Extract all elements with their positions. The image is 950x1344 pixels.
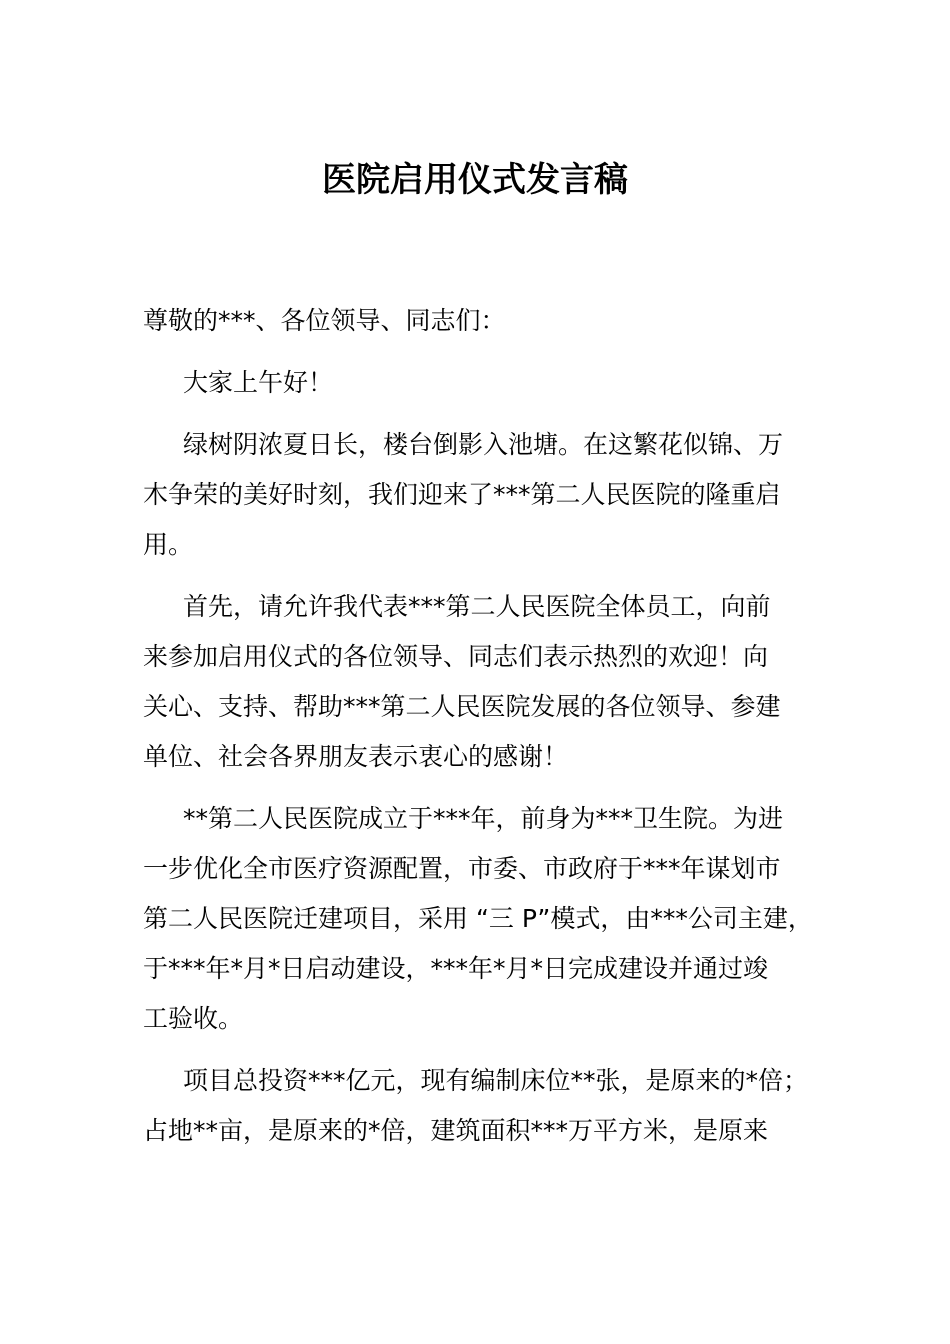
- paragraph-line: 项目总投资***亿元，现有编制床位**张，是原来的*倍；: [183, 1066, 809, 1095]
- paragraph-line: 首先，请允许我代表***第二人民医院全体员工，向前: [183, 592, 771, 621]
- paragraph-history: [143, 794, 843, 1044]
- paragraph-line: 单位、社会各界朋友表示衷心的感谢！: [143, 742, 569, 771]
- paragraph-line: 大家上午好！: [183, 368, 334, 397]
- paragraph-line: 工验收。: [143, 1004, 244, 1033]
- paragraph-line: 木争荣的美好时刻，我们迎来了***第二人民医院的隆重启: [143, 480, 781, 509]
- paragraph-line: 一步优化全市医疗资源配置，市委、市政府于***年谋划市: [143, 854, 781, 883]
- paragraph-line: 来参加启用仪式的各位领导、同志们表示热烈的欢迎！向: [143, 642, 769, 671]
- paragraph-line: 关心、支持、帮助***第二人民医院发展的各位领导、参建: [143, 692, 781, 721]
- paragraph-line: **第二人民医院成立于***年，前身为***卫生院。为进: [183, 804, 784, 833]
- paragraph-welcome: [143, 582, 843, 782]
- paragraph-line: 绿树阴浓夏日长，楼台倒影入池塘。在这繁花似锦、万: [183, 430, 784, 459]
- paragraph-opening: [143, 420, 843, 570]
- paragraph-line: 用。: [143, 530, 194, 559]
- document-title: 医院启用仪式发言稿: [322, 160, 628, 200]
- paragraph-line: 第二人民医院迁建项目，采用 “三 P”模式，由***公司主建，: [143, 904, 813, 933]
- paragraph-greeting: [143, 358, 843, 408]
- paragraph-investment: [143, 1056, 843, 1156]
- document-body: [143, 296, 843, 1168]
- paragraph-line: 于***年*月*日启动建设，***年*月*日完成建设并通过竣: [143, 954, 769, 983]
- paragraph-line: 占地**亩，是原来的*倍，建筑面积***万平方米，是原来: [143, 1116, 769, 1145]
- salutation: 尊敬的***、各位领导、同志们：: [143, 306, 506, 335]
